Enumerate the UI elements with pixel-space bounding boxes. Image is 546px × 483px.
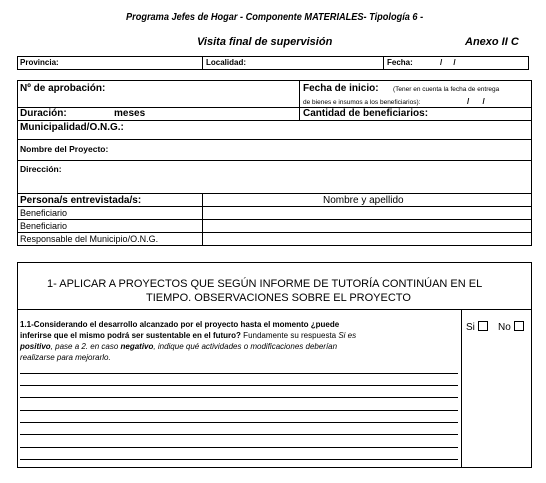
section-1-title-line-1: 1- APLICAR A PROYECTOS QUE SEGÚN INFORME DE TUTORÍA CONTINÚAN EN EL bbox=[47, 278, 483, 290]
fecha-inicio-note-2: de bienes e insumos a los beneficiarios): bbox=[303, 99, 421, 106]
si-label: Si bbox=[466, 322, 475, 333]
provincia-label: Provincia: bbox=[20, 58, 59, 67]
divider bbox=[299, 80, 300, 120]
divider bbox=[17, 219, 532, 220]
duracion-label: Duración: bbox=[20, 108, 67, 119]
annex-label: Anexo II C bbox=[465, 36, 519, 48]
aprobacion-label: Nº de aprobación: bbox=[20, 83, 106, 94]
question-1-1-line-2 bbox=[20, 331, 356, 340]
si-checkbox[interactable] bbox=[478, 321, 488, 331]
divider bbox=[17, 107, 532, 108]
divider bbox=[17, 193, 532, 194]
question-part: , pase a 2. en caso bbox=[50, 342, 121, 351]
interviewee-role: Beneficiario bbox=[20, 221, 68, 231]
divider bbox=[202, 56, 203, 70]
fecha-slashes: / / bbox=[440, 58, 456, 67]
divider bbox=[17, 160, 532, 161]
answer-line[interactable] bbox=[20, 373, 458, 374]
section-1-title-line-2: TIEMPO. OBSERVACIONES SOBRE EL PROYECTO bbox=[146, 292, 411, 304]
fecha-inicio-slashes: / / bbox=[467, 97, 485, 106]
direccion-label: Dirección: bbox=[20, 164, 62, 174]
divider bbox=[17, 120, 532, 121]
interviewee-role: Responsable del Municipio/O.N.G. bbox=[20, 234, 159, 244]
meses-label: meses bbox=[114, 108, 146, 119]
question-1-1-line-1: 1.1-Considerando el desarrollo alcanzado por el proyecto hasta el momento ¿puede bbox=[20, 320, 340, 329]
form-title: Visita final de supervisión bbox=[197, 36, 333, 48]
interviewee-role: Beneficiario bbox=[20, 208, 68, 218]
no-option[interactable] bbox=[498, 321, 524, 333]
fecha-inicio-note-1: (Tener en cuenta la fecha de entrega bbox=[393, 86, 500, 93]
answer-line[interactable] bbox=[20, 410, 458, 411]
project-info-block bbox=[17, 80, 532, 246]
question-1-1-line-4: realizarse para mejorarlo. bbox=[20, 353, 111, 362]
question-part: positivo bbox=[20, 342, 51, 351]
divider bbox=[17, 139, 532, 140]
divider bbox=[383, 56, 384, 70]
divider bbox=[461, 309, 462, 468]
municipalidad-label: Municipalidad/O.N.G.: bbox=[20, 122, 124, 133]
name-column-header: Nombre y apellido bbox=[323, 195, 404, 206]
cantidad-label: Cantidad de beneficiarios: bbox=[303, 108, 429, 119]
interviewees-header: Persona/s entrevistada/s: bbox=[20, 195, 142, 206]
no-label: No bbox=[498, 322, 511, 333]
si-option[interactable] bbox=[466, 321, 488, 333]
divider bbox=[17, 309, 532, 310]
fecha-label: Fecha: bbox=[387, 58, 413, 67]
question-part: Si es bbox=[338, 331, 357, 340]
program-line: Programa Jefes de Hogar - Componente MATERIALES- Tipología 6 - bbox=[126, 12, 424, 23]
answer-line[interactable] bbox=[20, 422, 458, 423]
question-1-1-line-3 bbox=[20, 342, 337, 351]
question-part: negativo bbox=[120, 342, 154, 351]
question-part: inferirse que el mismo podrá ser sustentable en el futuro? bbox=[20, 331, 241, 340]
answer-line[interactable] bbox=[20, 397, 458, 398]
localidad-label: Localidad: bbox=[206, 58, 247, 67]
no-checkbox[interactable] bbox=[514, 321, 524, 331]
answer-line[interactable] bbox=[20, 385, 458, 386]
nombre-proyecto-label: Nombre del Proyecto: bbox=[20, 144, 109, 154]
fecha-inicio-label: Fecha de inicio: bbox=[303, 83, 379, 94]
divider bbox=[17, 206, 532, 207]
question-part: Fundamente su respuesta bbox=[240, 331, 339, 340]
answer-line[interactable] bbox=[20, 459, 458, 460]
answer-line[interactable] bbox=[20, 447, 458, 448]
question-part: , indique qué actividades o modificaciones deberían bbox=[153, 342, 338, 351]
divider bbox=[17, 232, 532, 233]
answer-line[interactable] bbox=[20, 434, 458, 435]
